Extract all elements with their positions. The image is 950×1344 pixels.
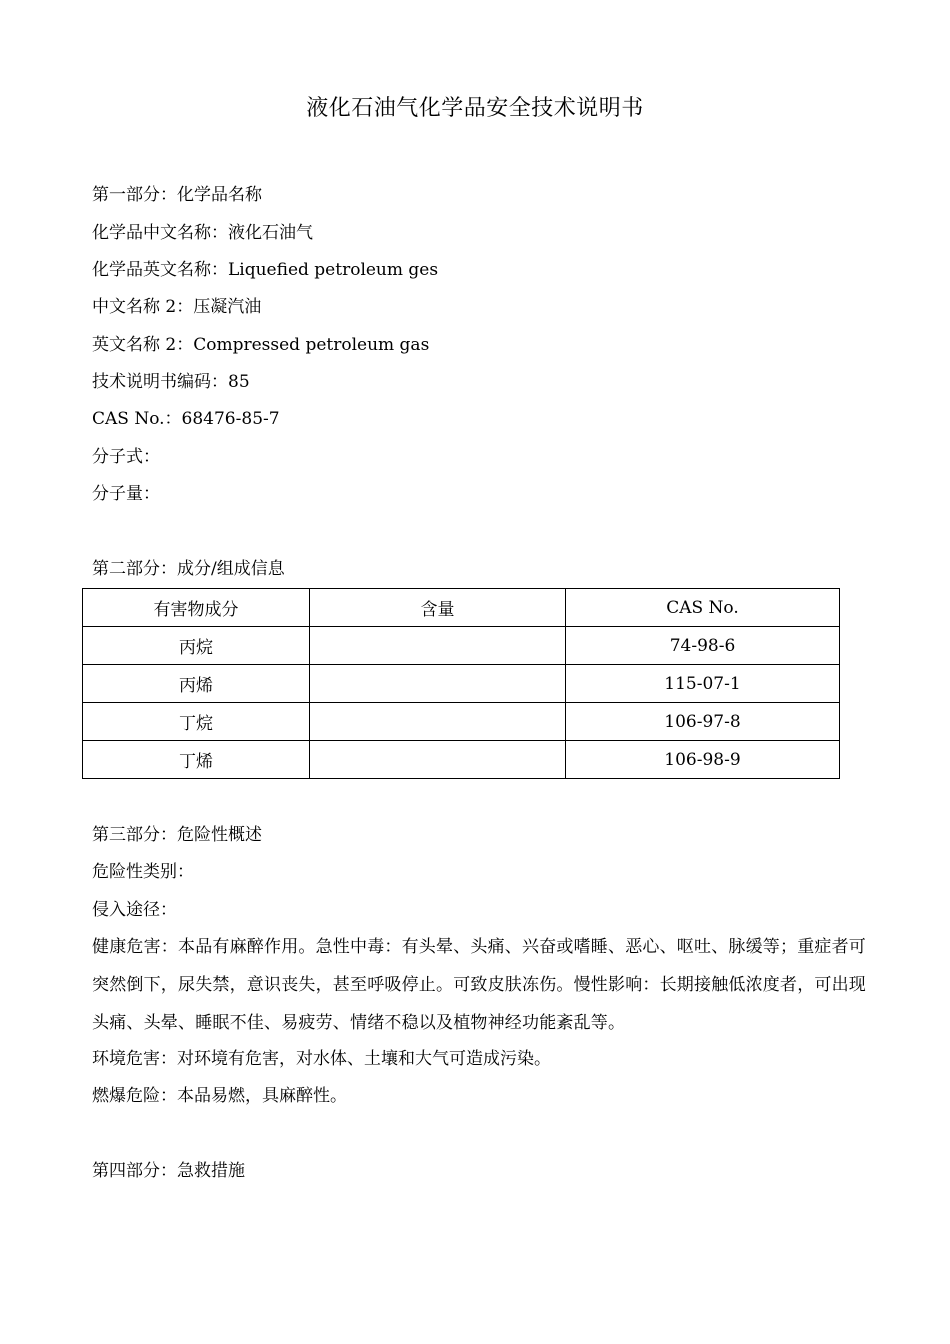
cell-cas: 74-98-6: [566, 627, 840, 665]
molecular-formula: 分子式：: [92, 447, 160, 467]
molecular-weight: 分子量：: [92, 484, 160, 504]
document-title: 液化石油气化学品安全技术说明书: [306, 96, 644, 121]
health-hazard: 健康危害：本品有麻醉作用。急性中毒：有头晕、头痛、兴奋或嗜睡、恶心、呕吐、脉缓等；重症者可突然倒下，尿失禁，意识丧失，甚至呼吸停止。可致皮肤冻伤。慢性影响：长期接触低浓度者，可出现头痛、头晕、睡眠不佳、易疲劳、情绪不稳以及植物神经功能紊乱等。: [92, 937, 866, 1033]
table-header-row: [83, 589, 840, 627]
part1-heading: 第一部分：化学品名称: [92, 185, 262, 205]
part2-heading: 第二部分：成分/组成信息: [92, 559, 285, 579]
cell-cas: 106-98-9: [566, 741, 840, 779]
cell-content: [310, 703, 566, 741]
english-name-2: 英文名称 2：Compressed petroleum gas: [92, 335, 430, 355]
english-name: 化学品英文名称：Liquefied petroleum ges: [92, 260, 439, 280]
header-component: 有害物成分: [83, 589, 310, 627]
cell-component: 丁烯: [83, 741, 310, 779]
cell-content: [310, 665, 566, 703]
cell-component: 丙烯: [83, 665, 310, 703]
cell-component: 丙烷: [83, 627, 310, 665]
header-cas: CAS No.: [566, 589, 840, 627]
part3-heading: 第三部分：危险性概述: [92, 825, 262, 845]
cell-cas: 115-07-1: [566, 665, 840, 703]
fire-explosion-hazard: 燃爆危险：本品易燃，具麻醉性。: [92, 1086, 347, 1106]
chinese-name-2: 中文名称 2：压凝汽油: [92, 297, 262, 317]
composition-table: [82, 588, 840, 779]
cell-component: 丁烷: [83, 703, 310, 741]
cas-number: CAS No.：68476-85-7: [92, 409, 280, 429]
header-content: 含量: [310, 589, 566, 627]
table-row: [83, 703, 840, 741]
table-row: [83, 627, 840, 665]
environment-hazard: 环境危害：对环境有危害，对水体、土壤和大气可造成污染。: [92, 1049, 551, 1069]
chinese-name: 化学品中文名称：液化石油气: [92, 223, 313, 243]
table-row: [83, 665, 840, 703]
cell-content: [310, 627, 566, 665]
entry-route: 侵入途径：: [92, 900, 177, 920]
cell-cas: 106-97-8: [566, 703, 840, 741]
part4-heading: 第四部分：急救措施: [92, 1161, 245, 1181]
hazard-category: 危险性类别：: [92, 862, 194, 882]
cell-content: [310, 741, 566, 779]
spec-code: 技术说明书编码：85: [92, 372, 250, 392]
table-row: [83, 741, 840, 779]
